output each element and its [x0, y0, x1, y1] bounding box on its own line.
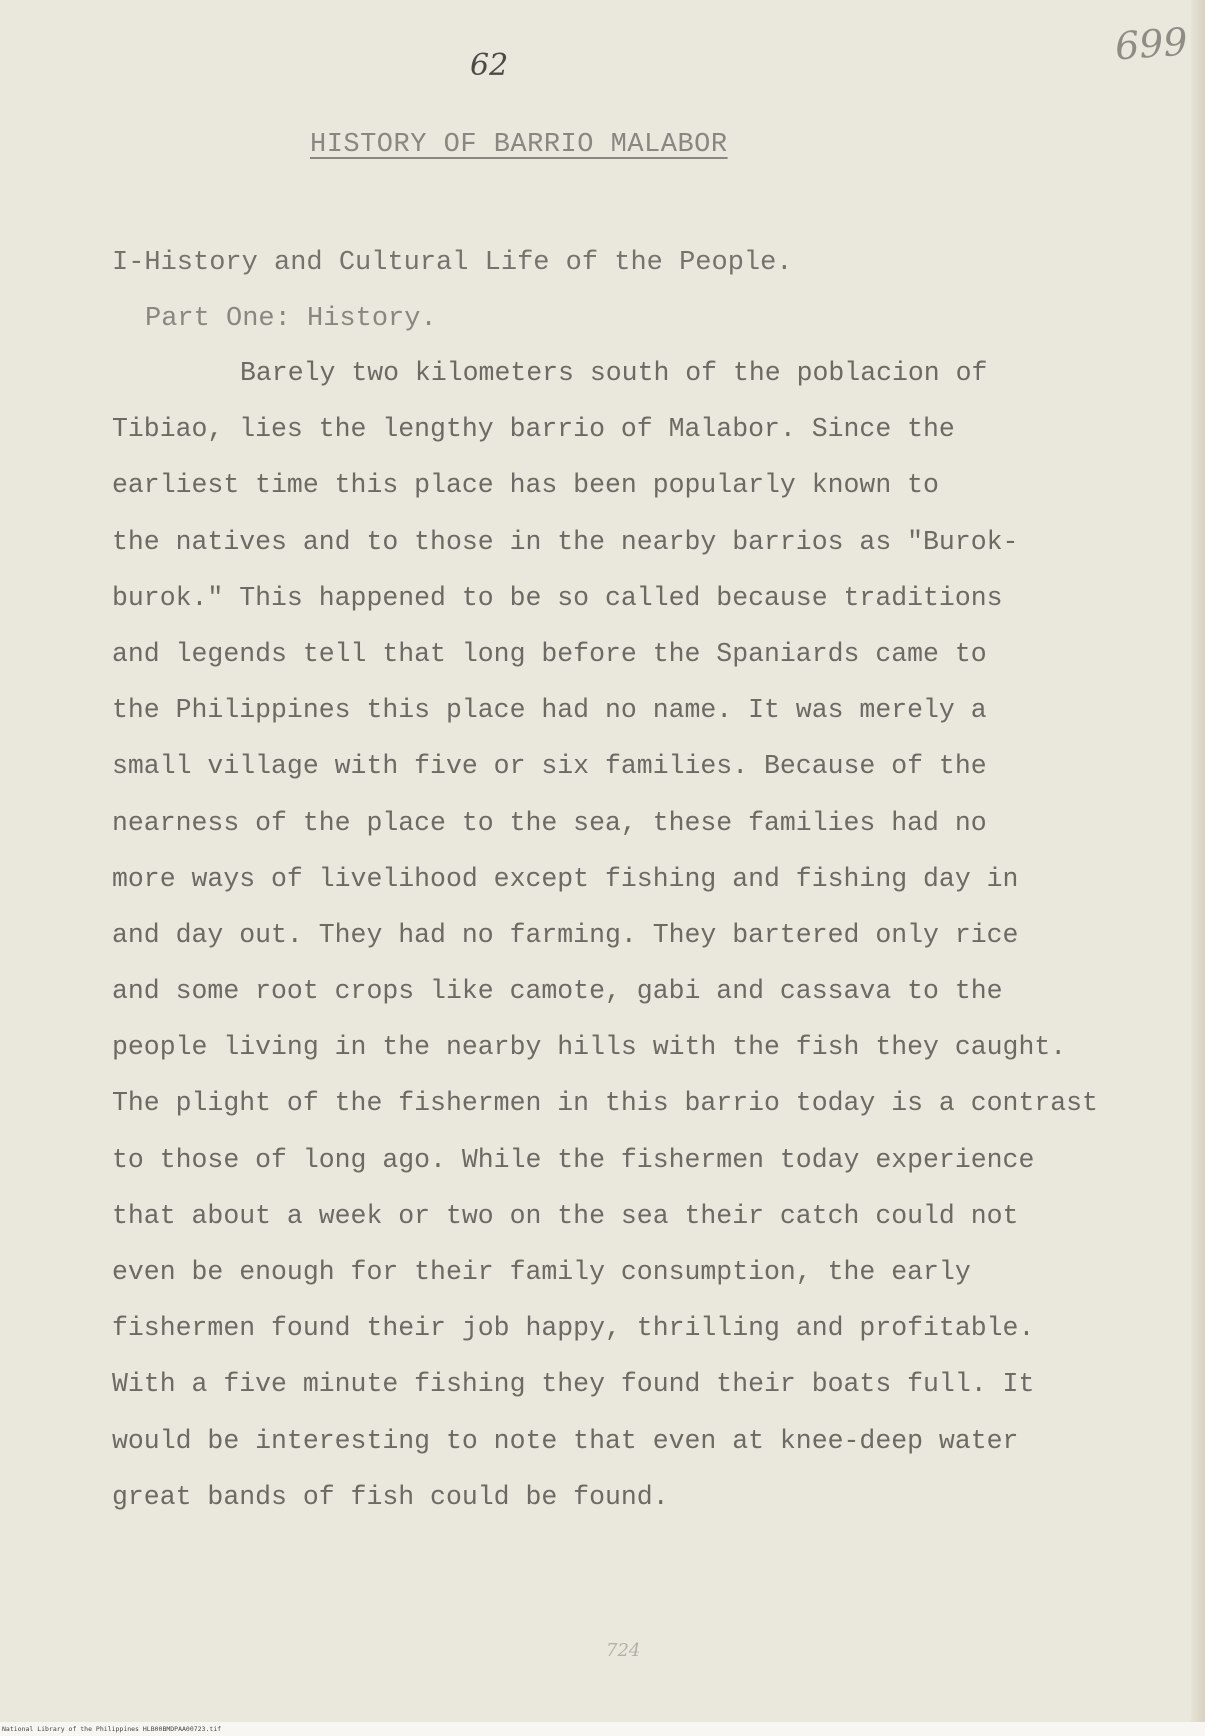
body-line: the Philippines this place had no name. It was merely a: [112, 695, 987, 726]
body-line: more ways of livelihood except fishing and fishing day in: [112, 863, 1019, 894]
body-line: The plight of the fishermen in this barrio today is a contrast: [112, 1088, 1098, 1119]
document-title: HISTORY OF BARRIO MALABOR: [310, 130, 728, 160]
body-line: earliest time this place has been popularly known to: [112, 470, 939, 501]
page-number: 62: [470, 48, 509, 83]
body-line: fishermen found their job happy, thrilling and profitable.: [112, 1313, 1035, 1344]
body-line: nearness of the place to the sea, these families had no: [112, 807, 987, 838]
body-line: to those of long ago. While the fishermen today experience: [112, 1144, 1035, 1175]
body-line: Barely two kilometers south of the poblacion of: [240, 358, 988, 388]
handwritten-mark: 724: [606, 1640, 641, 1661]
body-line: small village with five or six families. Because of the: [112, 751, 987, 782]
body-line: the natives and to those in the nearby barrios as "Burok-: [112, 526, 1019, 557]
body-line: people living in the nearby hills with the fish they caught.: [112, 1032, 1067, 1063]
body-line: and some root crops like camote, gabi and cassava to the: [112, 976, 1003, 1007]
page-edge: [1191, 0, 1205, 1722]
body-line: would be interesting to note that even at knee-deep water: [112, 1425, 1019, 1456]
body-line: and day out. They had no farming. They bartered only rice: [112, 919, 1019, 950]
body-text: [112, 358, 1098, 1538]
body-line: burok." This happened to be so called because traditions: [112, 582, 1003, 613]
section-heading: I-History and Cultural Life of the People.: [112, 248, 793, 278]
folio-number: 699: [1113, 19, 1189, 69]
body-line: Tibiao, lies the lengthy barrio of Malabor. Since the: [112, 414, 955, 445]
body-line: With a five minute fishing they found their boats full. It: [112, 1369, 1035, 1400]
body-line: and legends tell that long before the Spaniards came to: [112, 638, 987, 669]
body-line: that about a week or two on the sea their catch could not: [112, 1200, 1019, 1231]
scan-footer-text: National Library of the Philippines HLB00BMDPAA00723.tif: [2, 1725, 222, 1733]
part-heading: Part One: History.: [145, 304, 437, 334]
body-line: even be enough for their family consumption, the early: [112, 1257, 971, 1287]
body-line: great bands of fish could be found.: [112, 1481, 669, 1512]
